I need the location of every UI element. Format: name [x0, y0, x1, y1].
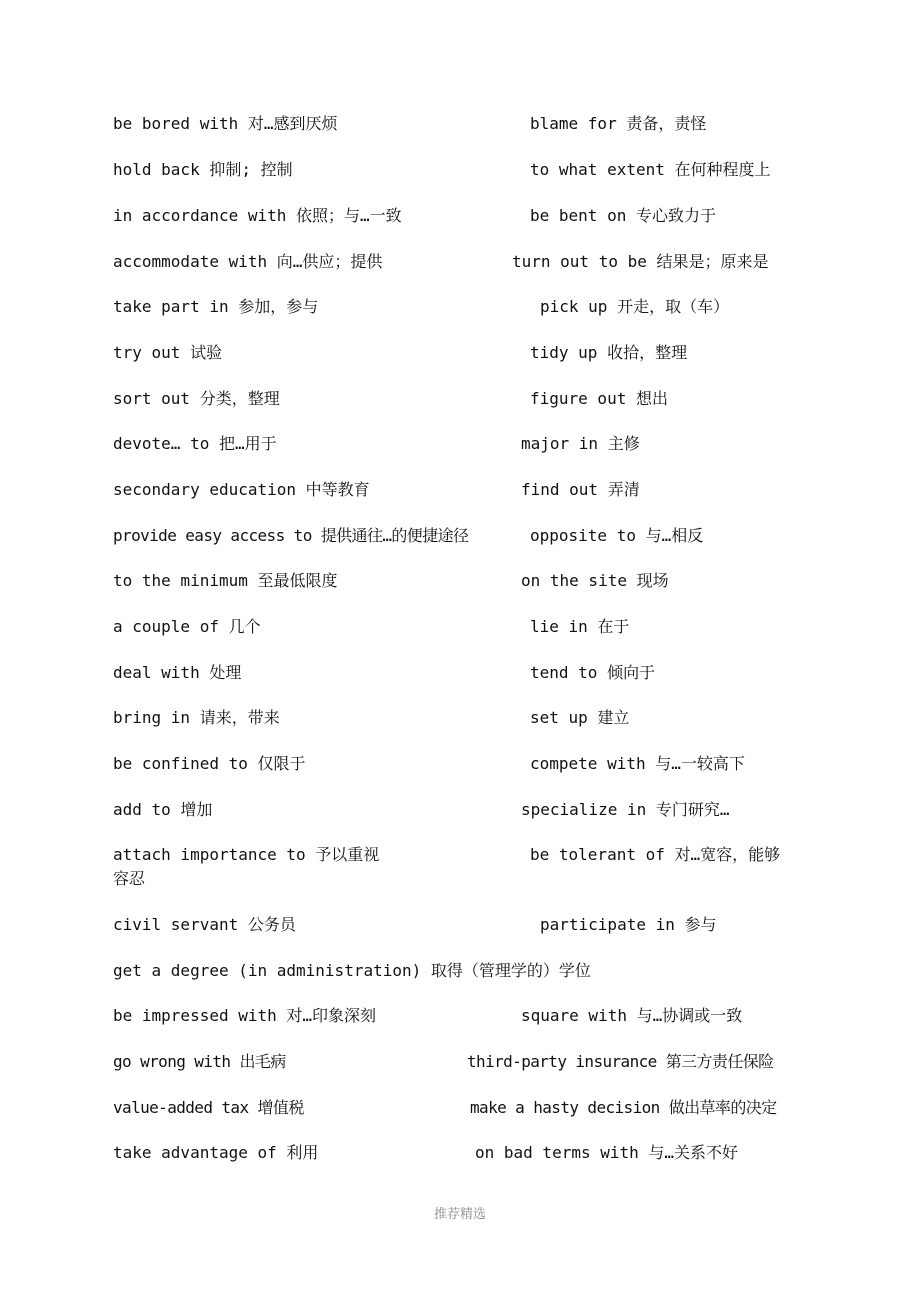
term-right: find out 弄清	[521, 480, 640, 499]
vocab-row	[0, 615, 920, 639]
term-left: go wrong with 出毛病	[113, 1052, 286, 1071]
vocab-row	[0, 341, 920, 365]
term-left: take part in 参加，参与	[113, 297, 319, 316]
term-right: major in 主修	[521, 434, 640, 453]
term-left: in accordance with 依照；与…一致	[113, 206, 402, 225]
term-left: hold back 抑制; 控制	[113, 160, 293, 179]
term-right: to what extent 在何种程度上	[530, 160, 771, 179]
term-left: bring in 请来，带来	[113, 708, 280, 727]
term-left: attach importance to 予以重视	[113, 845, 380, 864]
page-footer: 推荐精选	[433, 1207, 486, 1222]
vocab-row	[0, 569, 920, 593]
vocab-row	[0, 432, 920, 456]
term-right: set up 建立	[530, 708, 630, 727]
term-right: participate in 参与	[540, 915, 717, 934]
term-left: value-added tax 增值税	[113, 1098, 304, 1117]
term-right: opposite to 与…相反	[530, 526, 704, 545]
vocab-row	[0, 158, 920, 182]
term-right: specialize in 专门研究…	[521, 800, 730, 819]
vocab-row	[0, 843, 920, 867]
term-left: take advantage of 利用	[113, 1143, 319, 1162]
vocab-row	[0, 1141, 920, 1165]
term-right: on the site 现场	[521, 571, 669, 590]
term-left: devote… to 把…用于	[113, 434, 277, 453]
term-left: to the minimum 至最低限度	[113, 571, 338, 590]
vocab-row	[0, 959, 920, 983]
vocab-row	[0, 706, 920, 730]
term-left: provide easy access to 提供通往…的便捷途径	[113, 526, 469, 545]
term-right: blame for 责备，责怪	[530, 114, 707, 133]
vocab-row	[0, 112, 920, 136]
vocab-row	[0, 387, 920, 411]
vocab-row	[0, 250, 920, 274]
term-right: pick up 开走，取（车）	[540, 297, 730, 316]
term-right: figure out 想出	[530, 389, 668, 408]
vocab-row	[0, 204, 920, 228]
term-right: tend to 倾向于	[530, 663, 656, 682]
term-left: deal with 处理	[113, 663, 242, 682]
vocab-row	[0, 295, 920, 319]
term-right: lie in 在于	[530, 617, 630, 636]
vocab-row	[0, 478, 920, 502]
vocab-row	[0, 1096, 920, 1120]
vocab-row	[0, 1050, 920, 1074]
term-left: civil servant 公务员	[113, 915, 296, 934]
term-right: on bad terms with 与…关系不好	[475, 1143, 739, 1162]
term-left: sort out 分类，整理	[113, 389, 280, 408]
vocab-row	[0, 752, 920, 776]
term-right: tidy up 收拾，整理	[530, 343, 688, 362]
term-left: accommodate with 向…供应；提供	[113, 252, 383, 271]
vocab-row	[0, 913, 920, 937]
term-right: compete with 与…一较高下	[530, 754, 745, 773]
term-left: try out 试验	[113, 343, 223, 362]
term-left: be confined to 仅限于	[113, 754, 306, 773]
term-right: be tolerant of 对…宽容，能够	[530, 845, 781, 864]
term-right: turn out to be 结果是；原来是	[512, 252, 769, 271]
term-right: make a hasty decision 做出草率的决定	[470, 1098, 777, 1117]
vocab-row	[0, 798, 920, 822]
term-right: third-party insurance 第三方责任保险	[467, 1052, 774, 1071]
vocab-row	[0, 524, 920, 548]
vocab-row	[0, 661, 920, 685]
term-right: be bent on 专心致力于	[530, 206, 716, 225]
term-left: be bored with 对…感到厌烦	[113, 114, 338, 133]
term-right: square with 与…协调或一致	[521, 1006, 743, 1025]
vocab-row	[0, 1004, 920, 1028]
term-right-continuation: 容忍	[113, 869, 146, 888]
term-left: a couple of 几个	[113, 617, 261, 636]
term-left: get a degree (in administration) 取得（管理学的）学位	[113, 961, 591, 980]
term-left: be impressed with 对…印象深刻	[113, 1006, 377, 1025]
term-left: add to 增加	[113, 800, 213, 819]
term-left: secondary education 中等教育	[113, 480, 370, 499]
